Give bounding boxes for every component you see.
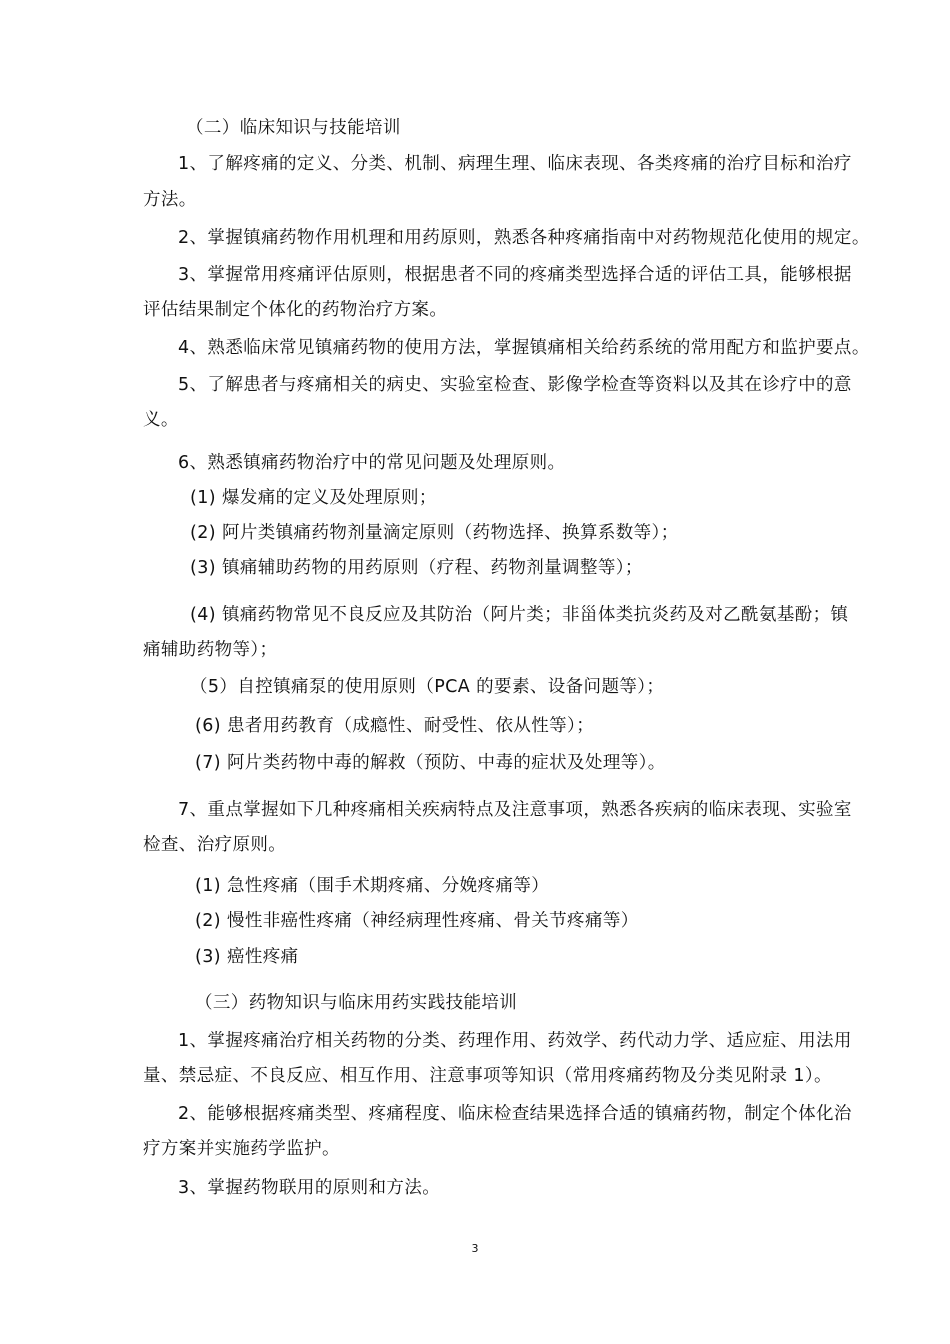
- item-6-sub-3: (3) 镇痛辅助药物的用药原则（疗程、药物剂量调整等）；: [190, 558, 643, 578]
- item-7-sub-3: (3) 癌性疼痛: [195, 947, 299, 967]
- item-5-line-1: 5、了解患者与疼痛相关的病史、实验室检查、影像学检查等资料以及其在诊疗中的意: [178, 375, 852, 395]
- s3-item-3: 3、掌握药物联用的原则和方法。: [178, 1178, 441, 1198]
- section-3-heading: （三）药物知识与临床用药实践技能培训: [195, 993, 518, 1013]
- item-6-sub-4-line-1: (4) 镇痛药物常见不良反应及其防治（阿片类；非甾体类抗炎药及对乙酰氨基酚；镇: [190, 605, 849, 625]
- item-1-line-1: 1、了解疼痛的定义、分类、机制、病理生理、临床表现、各类疼痛的治疗目标和治疗: [178, 154, 852, 174]
- item-3-line-1: 3、掌握常用疼痛评估原则，根据患者不同的疼痛类型选择合适的评估工具，能够根据: [178, 265, 852, 285]
- item-6-sub-5: （5）自控镇痛泵的使用原则（PCA 的要素、设备问题等）；: [190, 677, 665, 697]
- s3-item-1-line-1: 1、掌握疼痛治疗相关药物的分类、药理作用、药效学、药代动力学、适应症、用法用: [178, 1031, 852, 1051]
- section-2-heading: （二）临床知识与技能培训: [186, 118, 401, 138]
- item-6-sub-2: (2) 阿片类镇痛药物剂量滴定原则（药物选择、换算系数等）；: [190, 523, 679, 543]
- item-6-sub-1: (1) 爆发痛的定义及处理原则；: [190, 488, 437, 508]
- item-7-sub-1: (1) 急性疼痛（围手术期疼痛、分娩疼痛等）: [195, 876, 550, 896]
- item-3-line-2: 评估结果制定个体化的药物治疗方案。: [143, 300, 448, 320]
- item-6-sub-6: (6) 患者用药教育（成瘾性、耐受性、依从性等）；: [195, 716, 595, 736]
- s3-item-1-line-2: 量、禁忌症、不良反应、相互作用、注意事项等知识（常用疼痛药物及分类见附录 1）。: [143, 1066, 832, 1086]
- item-1-line-2: 方法。: [143, 190, 197, 210]
- s3-item-2-line-2: 疗方案并实施药学监护。: [143, 1139, 340, 1159]
- item-4: 4、熟悉临床常见镇痛药物的使用方法，掌握镇痛相关给药系统的常用配方和监护要点。: [178, 338, 870, 358]
- item-6-sub-4-line-2: 痛辅助药物等）；: [143, 640, 278, 660]
- item-7-title-line-2: 检查、治疗原则。: [143, 835, 287, 855]
- s3-item-2-line-1: 2、能够根据疼痛类型、疼痛程度、临床检查结果选择合适的镇痛药物，制定个体化治: [178, 1104, 852, 1124]
- item-5-line-2: 义。: [143, 410, 179, 430]
- item-2: 2、掌握镇痛药物作用机理和用药原则，熟悉各种疼痛指南中对药物规范化使用的规定。: [178, 228, 870, 248]
- item-7-sub-2: (2) 慢性非癌性疼痛（神经病理性疼痛、骨关节疼痛等）: [195, 911, 639, 931]
- page-number: 3: [471, 1242, 479, 1255]
- item-7-title-line-1: 7、重点掌握如下几种疼痛相关疾病特点及注意事项，熟悉各疾病的临床表现、实验室: [178, 800, 852, 820]
- item-6-sub-7: (7) 阿片类药物中毒的解救（预防、中毒的症状及处理等）。: [195, 753, 666, 773]
- item-6-title: 6、熟悉镇痛药物治疗中的常见问题及处理原则。: [178, 453, 566, 473]
